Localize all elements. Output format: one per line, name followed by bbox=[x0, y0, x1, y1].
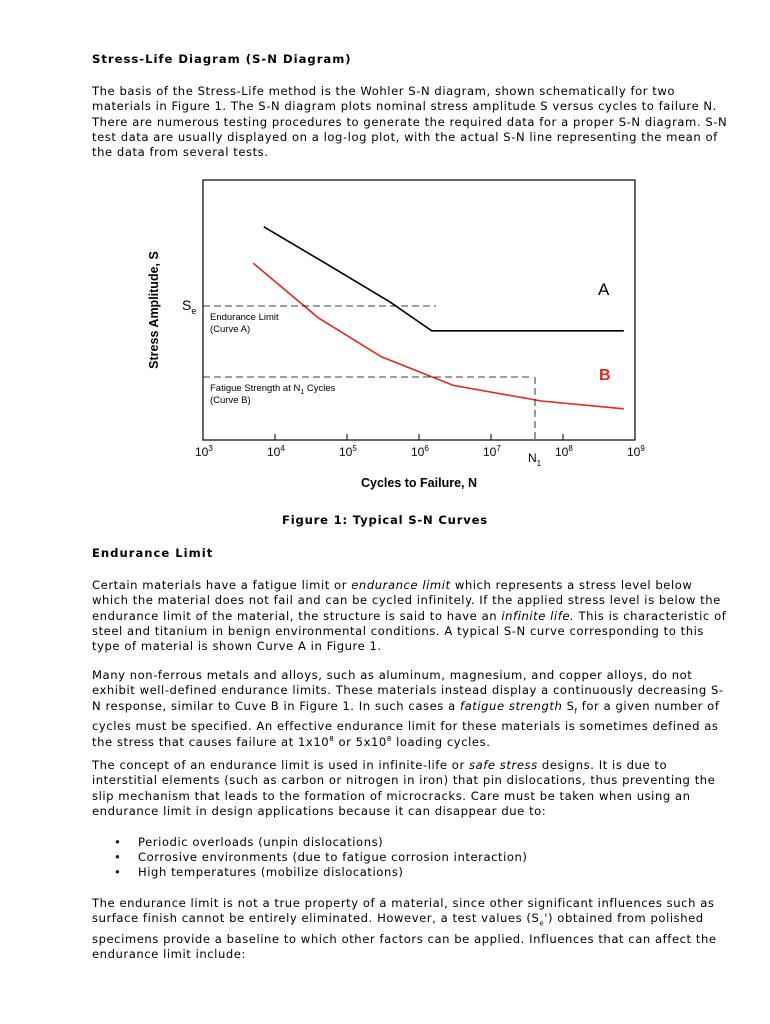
x-tick-label: $10^8$ bbox=[555, 444, 573, 459]
endurance-loss-list bbox=[92, 835, 528, 881]
curve-a-line bbox=[264, 227, 624, 331]
list-item: • High temperatures (mobilize dislocations) bbox=[114, 865, 404, 880]
n1-label: $N_1$ bbox=[528, 451, 542, 468]
sn-chart bbox=[140, 170, 660, 500]
list-item: • Corrosive environments (due to fatigue corrosion interaction) bbox=[114, 850, 528, 865]
section-heading-sn-diagram: Stress-Life Diagram (S-N Diagram) bbox=[92, 52, 352, 66]
fatigue-note-line1: Fatigue Strength at $N_1$ Cycles bbox=[210, 383, 336, 396]
x-tick-label: $10^9$ bbox=[627, 444, 645, 459]
y-axis-label: Stress Amplitude, S bbox=[147, 251, 161, 369]
list-item: • Periodic overloads (unpin dislocations) bbox=[114, 835, 384, 849]
curve-a-label: A bbox=[598, 280, 610, 299]
plot-frame bbox=[203, 180, 635, 440]
x-tick-label: $10^5$ bbox=[339, 444, 357, 459]
endurance-note-line1: Endurance Limit bbox=[210, 312, 279, 323]
intro-paragraph: The basis of the Stress-Life method is the Wohler S-N diagram, shown schematically for two materials in Figure 1. The S-N diagram plots nominal stress amplitude S versus cycles to failure N. There are numerous testing procedures to generate the required data for a proper S-N diagram. S-N test data are usually displayed on a log-log plot, with the actual S-N line representing the mean of the data from several tests. bbox=[92, 84, 728, 160]
paragraph-safe-stress: The concept of an endurance limit is used in infinite-life or safe stress designs. It is due to interstitial elements (such as carbon or nitrogen in iron) that pin dislocations, thus preventing the slip mechanism that leads to the formation of microcracks. Care must be taken when using an endurance limit in design applications because it can disappear due to: bbox=[92, 758, 716, 818]
bullet-icon: • bbox=[114, 850, 122, 865]
bullet-icon: • bbox=[114, 865, 122, 880]
x-tick-label: $10^7$ bbox=[483, 444, 501, 459]
figure-caption: Figure 1: Typical S-N Curves bbox=[282, 513, 488, 527]
endurance-note-line2: (Curve A) bbox=[210, 324, 251, 335]
x-tick-label: $10^4$ bbox=[267, 444, 285, 459]
curve-b-label: B bbox=[599, 367, 611, 384]
paragraph-nonferrous: Many non-ferrous metals and alloys, such as aluminum, magnesium, and copper alloys, do not exhibit well-defined endurance limits. These materials instead display a continuously decreasing S-N response, similar to Cuve B in Figure 1. In such cases a fatigue strength $S_f$ for a given number of cycles must be specified. An effective endurance limit for these materials is sometimes defined as the stress that causes failure at $1x10^8$ or $5x10^8$ loading cycles. bbox=[92, 668, 724, 749]
fatigue-note-line2: (Curve B) bbox=[210, 395, 251, 406]
sn-figure bbox=[140, 170, 660, 500]
paragraph-endurance-limit: Certain materials have a fatigue limit or endurance limit which represents a stress level below which the material does not fail and can be cycled infinitely. If the applied stress level is below the endurance limit of the material, the structure is said to have an infinite life. This is characteristic of steel and titanium in benign environmental conditions. A typical S-N curve corresponding to this type of material is shown Curve A in Figure 1. bbox=[92, 578, 727, 654]
x-tick-label: $10^3$ bbox=[195, 444, 213, 459]
paragraph-true-property: The endurance limit is not a true property of a material, since other significant influences such as surface finish cannot be entirely eliminated. However, a test values $(S_e')$ obtained from polished specimens provide a baseline to which other factors can be applied. Influences that can affect the endurance limit include: bbox=[92, 896, 717, 962]
section-heading-endurance-limit: Endurance Limit bbox=[92, 546, 214, 560]
x-axis-label: Cycles to Failure, N bbox=[360, 476, 478, 490]
se-label: $S_e$ bbox=[182, 297, 197, 316]
bullet-icon: • bbox=[114, 835, 122, 849]
x-tick-label: $10^6$ bbox=[411, 444, 429, 459]
